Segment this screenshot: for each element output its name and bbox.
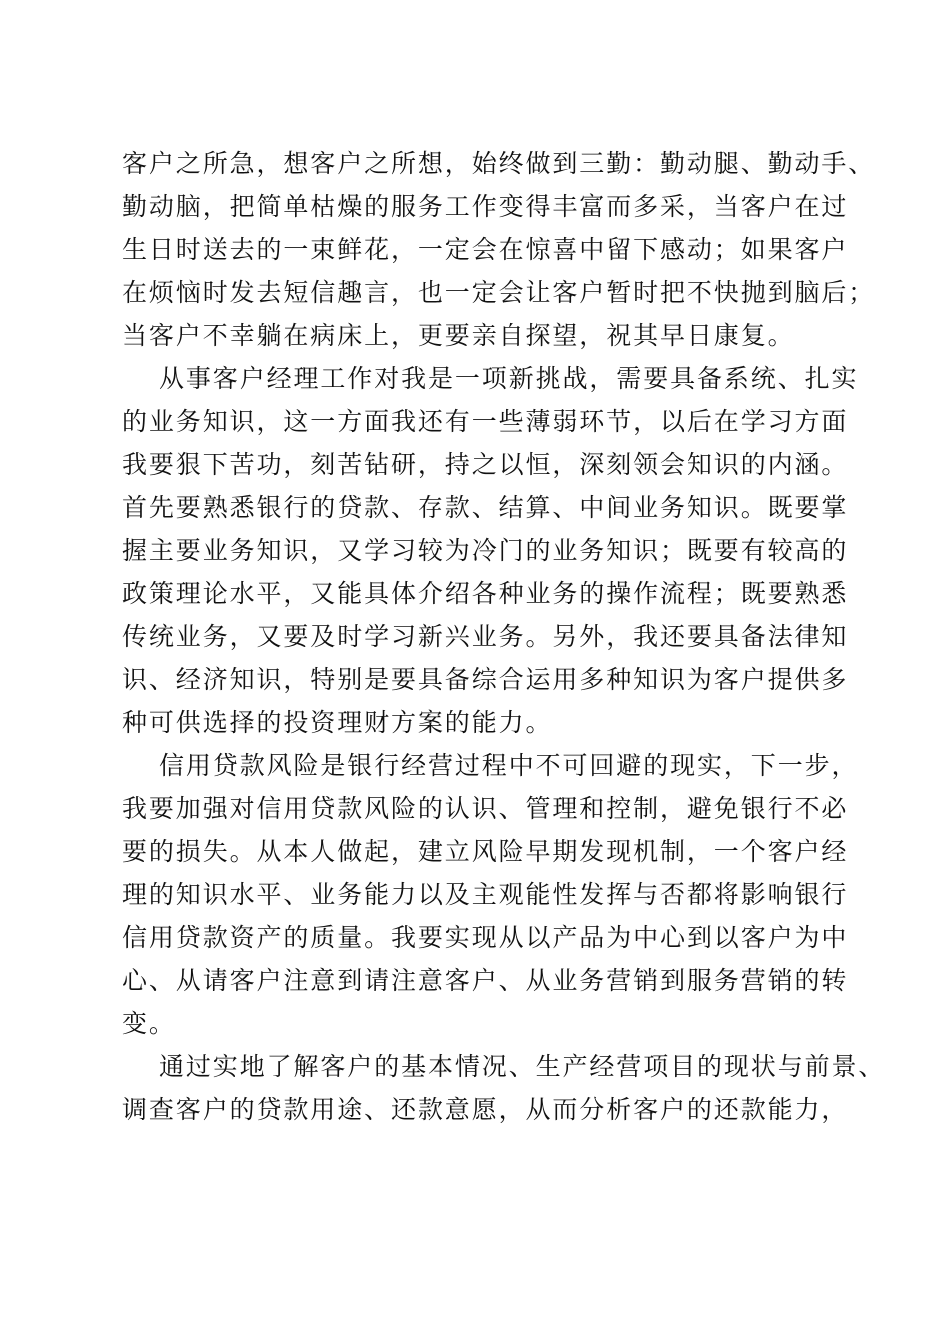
text-line: 首先要熟悉银行的贷款、存款、结算、中间业务知识。既要掌 [122,493,849,522]
paragraph-1 [122,142,876,357]
text-line: 当客户不幸躺在病床上，更要亲自探望，祝其早日康复。 [122,321,795,350]
text-line: 种可供选择的投资理财方案的能力。 [122,708,553,737]
text-line: 我要加强对信用贷款风险的认识、管理和控制，避免银行不必 [122,794,849,823]
text-line: 通过实地了解客户的基本情况、生产经营项目的现状与前景、 [159,1052,886,1081]
text-line: 变。 [122,1009,176,1038]
text-line: 理的知识水平、业务能力以及主观能性发挥与否都将影响银行 [122,880,849,909]
paragraph-3 [122,744,859,1045]
text-line: 的业务知识，这一方面我还有一些薄弱环节，以后在学习方面 [122,407,849,436]
paragraph-4 [122,1045,886,1131]
document-body [122,142,886,1131]
text-line: 客户之所急，想客户之所想，始终做到三勤：勤动腿、勤动手、 [122,149,876,178]
text-line: 从事客户经理工作对我是一项新挑战，需要具备系统、扎实 [159,364,859,393]
text-line: 信用贷款风险是银行经营过程中不可回避的现实，下一步， [159,751,859,780]
paragraph-2 [122,357,859,744]
text-line: 心、从请客户注意到请注意客户、从业务营销到服务营销的转 [122,966,849,995]
text-line: 勤动脑，把简单枯燥的服务工作变得丰富而多采，当客户在过 [122,192,849,221]
text-line: 传统业务，又要及时学习新兴业务。另外，我还要具备法律知 [122,622,849,651]
text-line: 握主要业务知识，又学习较为冷门的业务知识；既要有较高的 [122,536,849,565]
text-line: 调查客户的贷款用途、还款意愿，从而分析客户的还款能力， [122,1095,849,1124]
text-line: 在烦恼时发去短信趣言，也一定会让客户暂时把不快抛到脑后； [122,278,876,307]
text-line: 我要狠下苦功，刻苦钻研，持之以恒，深刻领会知识的内涵。 [122,450,849,479]
text-line: 识、经济知识，特别是要具备综合运用多种知识为客户提供多 [122,665,849,694]
text-line: 信用贷款资产的质量。我要实现从以产品为中心到以客户为中 [122,923,849,952]
text-line: 政策理论水平，又能具体介绍各种业务的操作流程；既要熟悉 [122,579,849,608]
text-line: 要的损失。从本人做起，建立风险早期发现机制，一个客户经 [122,837,849,866]
text-line: 生日时送去的一束鲜花，一定会在惊喜中留下感动；如果客户 [122,235,849,264]
